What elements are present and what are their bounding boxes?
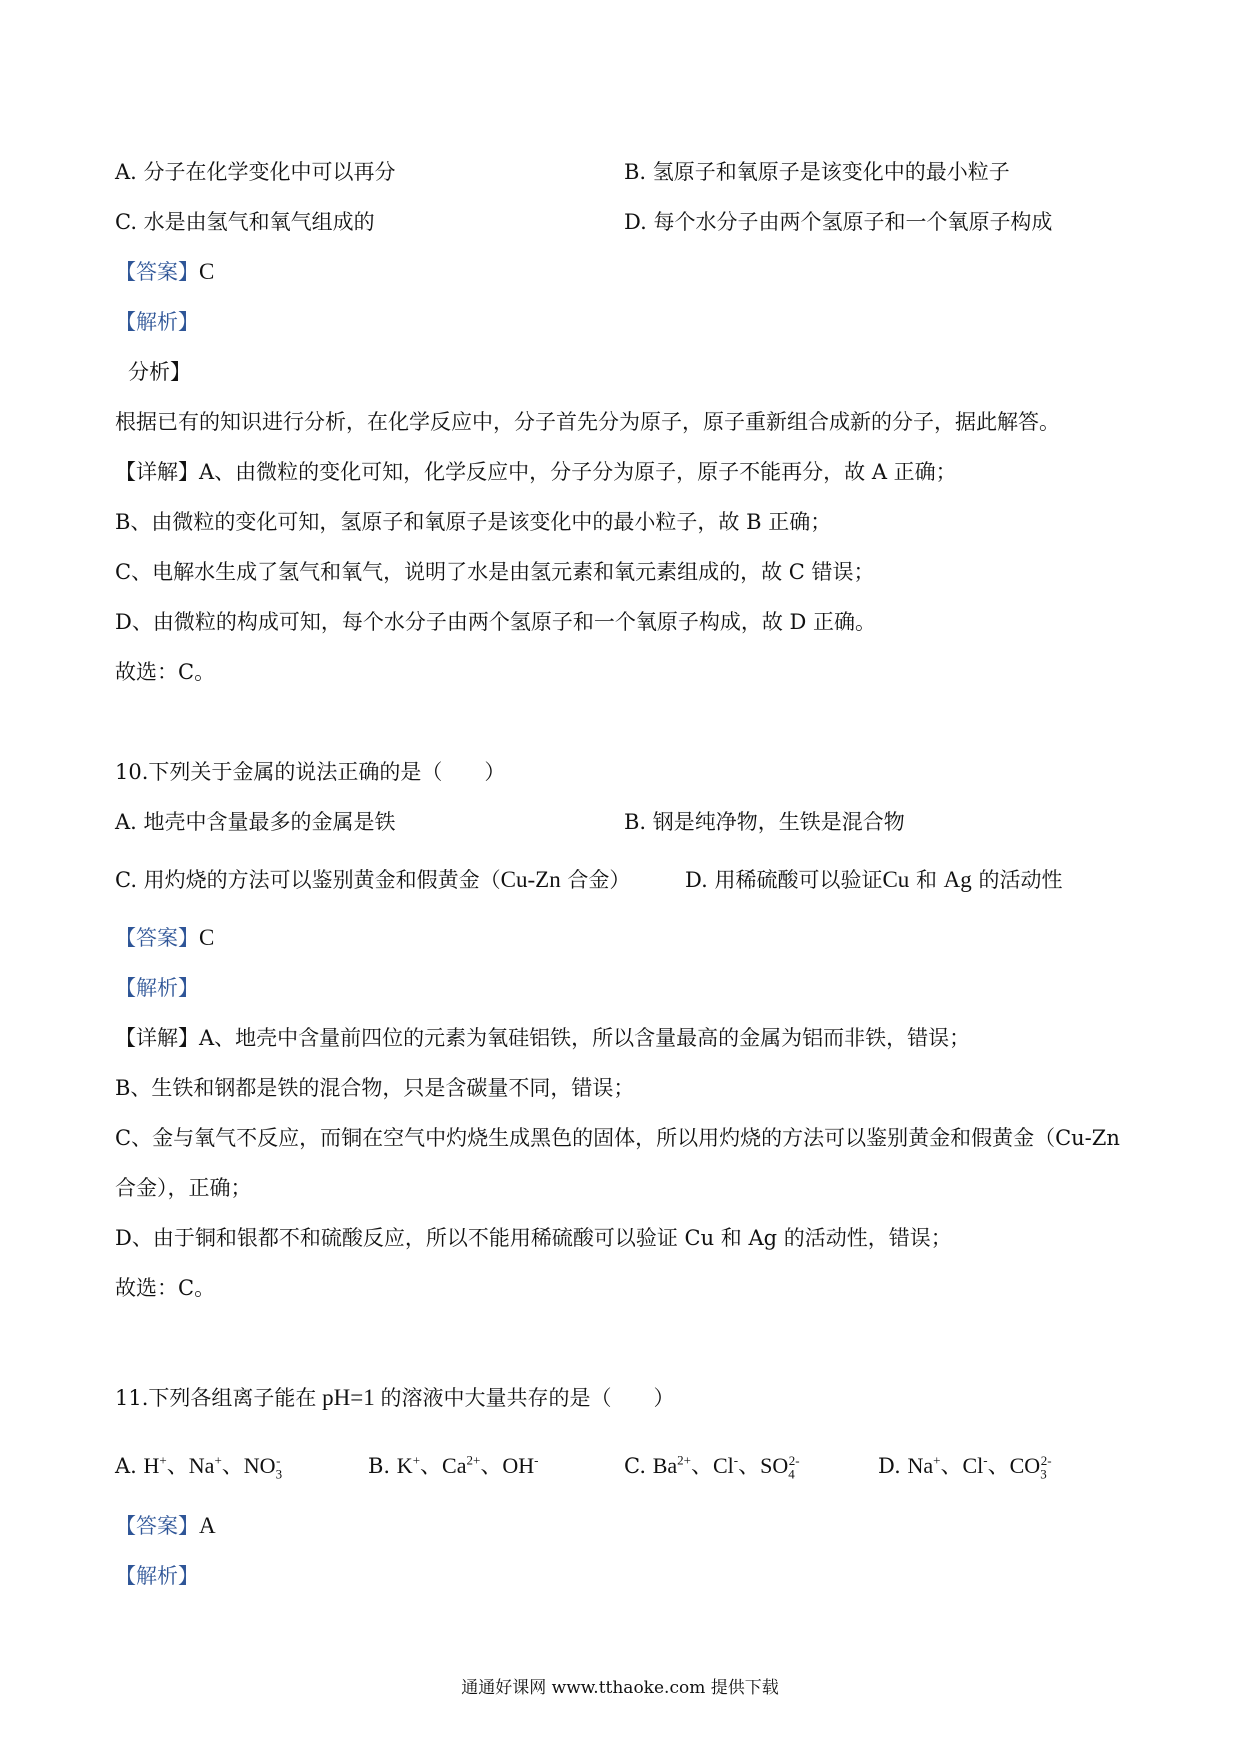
q9-answer xyxy=(115,258,214,286)
q10-option-d: D. 用稀硫酸可以验证Cu 和 Ag 的活动性 xyxy=(685,867,1063,892)
q10-detail-a: 【详解】A、地壳中含量前四位的元素为氧硅铝铁，所以含量最高的金属为铝而非铁，错误； xyxy=(115,1026,971,1050)
q10-analysis-tag: 【解析】 xyxy=(115,976,199,1000)
q11-option-c: C. $Ba^{2+}$、Cl-、$SO_4^{2-}$ xyxy=(624,1452,800,1482)
answer-value: A xyxy=(199,1513,216,1538)
answer-tag: 【答案】 xyxy=(115,260,199,284)
page-footer: 通通好课网 www.tthaoke.com 提供下载 xyxy=(461,1678,779,1698)
q9-option-d: D. 每个水分子由两个氢原子和一个氧原子构成 xyxy=(624,210,1053,234)
q10-stem: 10.下列关于金属的说法正确的是（ ） xyxy=(115,760,506,784)
q9-option-c: C. 水是由氢气和氧气组成的 xyxy=(115,210,375,234)
answer-tag: 【答案】 xyxy=(115,1514,199,1538)
q10-detail-d: D、由于铜和银都不和硫酸反应，所以不能用稀硫酸可以验证 Cu 和 Ag 的活动性，错误； xyxy=(115,1226,952,1250)
q10-option-c: C. 用灼烧的方法可以鉴别黄金和假黄金（Cu-Zn 合金） xyxy=(115,867,631,892)
answer-value: C xyxy=(199,259,215,284)
q9-detail-a: 【详解】A、由微粒的变化可知，化学反应中，分子分为原子，原子不能再分，故 A 正确； xyxy=(115,460,957,484)
q11-option-a: A. H+、Na+、$NO_3^-$ xyxy=(115,1452,283,1482)
q9-analysis-tag: 【解析】 xyxy=(115,310,199,334)
q10-answer xyxy=(115,924,214,952)
q11-analysis-tag: 【解析】 xyxy=(115,1564,199,1588)
q9-detail-b: B、由微粒的变化可知，氢原子和氧原子是该变化中的最小粒子，故 B 正确； xyxy=(115,510,832,534)
q9-option-b: B. 氢原子和氧原子是该变化中的最小粒子 xyxy=(624,160,1010,184)
q10-detail-c-cont: 合金），正确； xyxy=(115,1176,252,1200)
answer-value: C xyxy=(199,925,215,950)
q11-answer xyxy=(115,1512,216,1540)
q9-detail-c: C、电解水生成了氢气和氧气，说明了水是由氢元素和氧元素组成的，故 C 错误； xyxy=(115,560,875,584)
q9-conclusion: 故选：C。 xyxy=(115,660,216,684)
q9-fenxi-text: 根据已有的知识进行分析，在化学反应中，分子首先分为原子，原子重新组合成新的分子，据此解答。 xyxy=(115,410,1060,434)
q10-option-a: A. 地壳中含量最多的金属是铁 xyxy=(115,810,396,834)
q11-option-b: B. K+、$Ca^{2+}$、OH- xyxy=(368,1452,539,1478)
q10-detail-c: C、金与氧气不反应，而铜在空气中灼烧生成黑色的固体，所以用灼烧的方法可以鉴别黄金和假黄金（Cu-Zn xyxy=(115,1126,1120,1150)
q11-stem: 11.下列各组离子能在 pH=1 的溶液中大量共存的是（ ） xyxy=(115,1385,675,1410)
q9-option-a: A. 分子在化学变化中可以再分 xyxy=(115,160,396,184)
q11-option-d: D. Na+、Cl-、$CO_3^{2-}$ xyxy=(878,1452,1052,1482)
q10-conclusion: 故选：C。 xyxy=(115,1276,216,1300)
q9-fenxi-heading: 分析】 xyxy=(128,360,191,384)
answer-tag: 【答案】 xyxy=(115,926,199,950)
q10-detail-b: B、生铁和钢都是铁的混合物，只是含碳量不同，错误； xyxy=(115,1076,635,1100)
q9-detail-d: D、由微粒的构成可知，每个水分子由两个氢原子和一个氧原子构成，故 D 正确。 xyxy=(115,610,877,634)
q10-option-b: B. 钢是纯净物，生铁是混合物 xyxy=(624,810,905,834)
